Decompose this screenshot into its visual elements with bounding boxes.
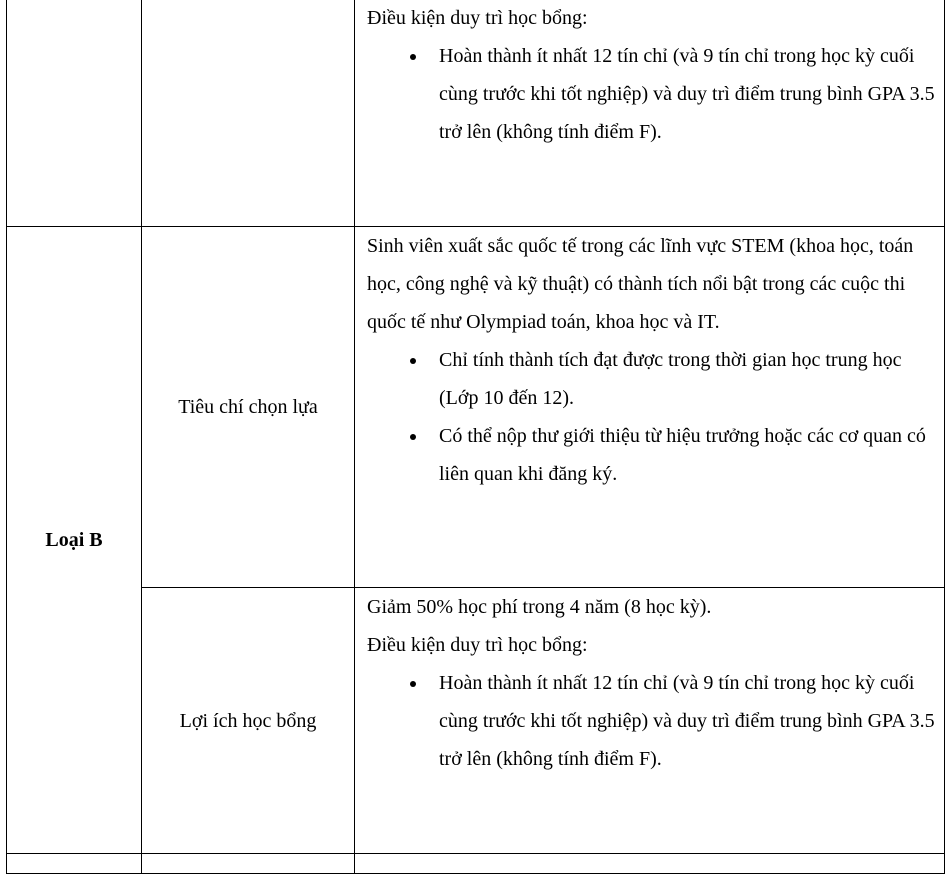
tuition-reduction: Giảm 50% học phí trong 4 năm (8 học kỳ). bbox=[367, 596, 712, 618]
empty-cell bbox=[355, 854, 945, 874]
list-item: Chỉ tính thành tích đạt được trong thời gian học trung học (Lớp 10 đến 12). bbox=[367, 341, 936, 417]
empty-cell bbox=[142, 854, 355, 874]
criteria-description: Sinh viên xuất sắc quốc tế trong các lĩnh vực STEM (khoa học, toán học, công nghệ và kỹ thuật) có thành tích nổi bật trong các cuộc thi quốc tế như Olympiad toán, khoa học và IT. bbox=[367, 235, 914, 333]
type-b-label: Loại B bbox=[7, 227, 142, 854]
list-item: Hoàn thành ít nhất 12 tín chỉ (và 9 tín chỉ trong học kỳ cuối cùng trước khi tốt nghiệp) và duy trì điểm trung bình GPA 3.5 trở lên (không tính điểm F). bbox=[367, 664, 936, 778]
bullet-list bbox=[367, 664, 936, 778]
benefits-cell bbox=[355, 588, 945, 854]
type-cell-empty bbox=[7, 0, 142, 227]
benefits-label: Lợi ích học bổng bbox=[142, 588, 355, 854]
maintenance-heading: Điều kiện duy trì học bổng: bbox=[367, 7, 588, 29]
table-row bbox=[7, 227, 945, 588]
empty-cell bbox=[7, 854, 142, 874]
label-cell-empty bbox=[142, 0, 355, 227]
selection-criteria-cell bbox=[355, 227, 945, 588]
bullet-list bbox=[367, 341, 936, 493]
table-row bbox=[7, 0, 945, 227]
list-item: Hoàn thành ít nhất 12 tín chỉ (và 9 tín chỉ trong học kỳ cuối cùng trước khi tốt nghiệp) và duy trì điểm trung bình GPA 3.5 trở lên (không tính điểm F). bbox=[367, 37, 936, 151]
scholarship-table bbox=[6, 0, 945, 874]
maintenance-conditions-cell bbox=[355, 0, 945, 227]
bullet-list bbox=[367, 37, 936, 151]
maintenance-heading: Điều kiện duy trì học bổng: bbox=[367, 634, 588, 656]
selection-criteria-label: Tiêu chí chọn lựa bbox=[142, 227, 355, 588]
table-row bbox=[7, 854, 945, 874]
list-item: Có thể nộp thư giới thiệu từ hiệu trưởng hoặc các cơ quan có liên quan khi đăng ký. bbox=[367, 417, 936, 493]
table-row bbox=[7, 588, 945, 854]
